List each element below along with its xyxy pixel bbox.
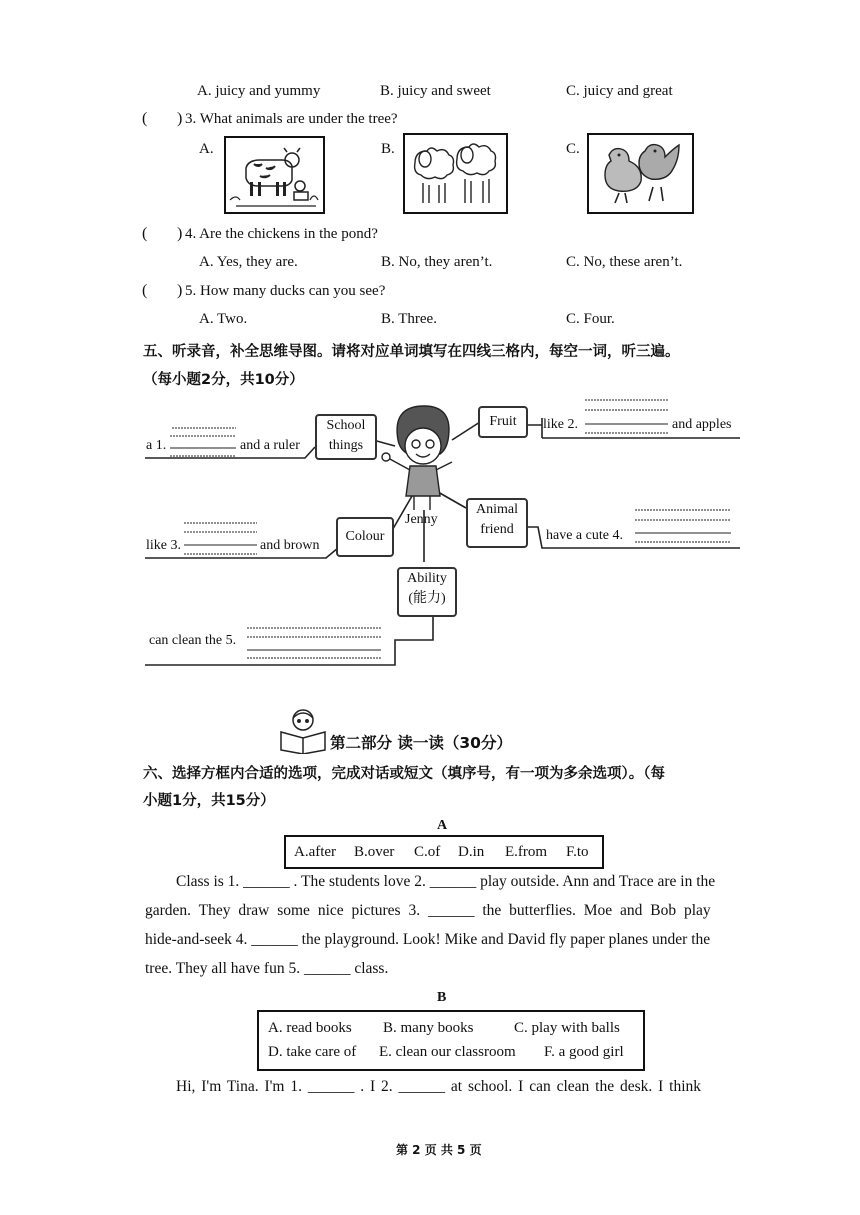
q2-option-a: A. juicy and yummy (197, 83, 321, 99)
part2-title: 第二部分 读一读（30分） (330, 734, 512, 752)
answer-paren-close: ) (177, 282, 183, 299)
q4-option-c: C. No, these aren’t. (566, 254, 683, 270)
box-a-option: B.over (354, 844, 395, 860)
q5-question: 5. How many ducks can you see? (185, 283, 386, 299)
mindmap-item1-suffix: and a ruler (240, 438, 300, 453)
box-a-option: F.to (566, 844, 589, 860)
passage-a-line: Class is 1. ______ . The students love 2. ______ play outside. Ann and Trace are in the (176, 873, 716, 890)
section6-title-line2: 小题1分，共15分） (143, 793, 275, 809)
passage-b-line: Hi, I'm Tina. I'm 1. ______ . I 2. ______ at school. I can clean the desk. I think (176, 1078, 702, 1095)
mindmap-item2-suffix: and apples (672, 417, 732, 432)
q5-option-a: A. Two. (199, 311, 248, 327)
reading-child-icon (278, 706, 328, 754)
box-b-option: F. a good girl (544, 1044, 624, 1060)
box-a-option: A.after (294, 844, 337, 860)
mindmap-node-animal-friend (466, 498, 528, 548)
option-box-a (284, 835, 604, 869)
mindmap-item3-suffix: and brown (260, 538, 320, 553)
mindmap-item3-prefix: like 3. (146, 538, 181, 553)
mindmap-node-colour: Colour (336, 517, 394, 557)
box-a-label: A (437, 818, 448, 833)
section5-points: （每小题2分，共10分） (143, 372, 304, 388)
q4-question: 4. Are the chickens in the pond? (185, 226, 378, 242)
mindmap-item5-prefix: can clean the 5. (149, 633, 237, 648)
box-b-option: C. play with balls (514, 1020, 620, 1036)
answer-paren-open: ( (142, 110, 148, 127)
q2-option-b: B. juicy and sweet (380, 83, 491, 99)
passage-a-line: tree. They all have fun 5. ______ class. (145, 960, 389, 977)
passage-a-line: hide-and-seek 4. ______ the playground. Look! Mike and David fly paper planes under the (145, 931, 711, 948)
option-box-b (257, 1010, 645, 1071)
node-label: (能力) (408, 591, 446, 606)
answer-paren-close: ) (177, 110, 183, 127)
box-b-label: B (437, 990, 447, 1005)
q5-option-b: B. Three. (381, 311, 437, 327)
box-b-option: D. take care of (268, 1044, 357, 1060)
q3-label-b: B. (381, 141, 395, 157)
q3-question: 3. What animals are under the tree? (185, 111, 398, 127)
box-a-option: E.from (505, 844, 548, 860)
passage-a-line: garden. They draw some nice pictures 3. ______ the butterflies. Moe and Bob play (145, 902, 711, 919)
mindmap-center-name: Jenny (405, 512, 438, 527)
box-b-option: E. clean our classroom (379, 1044, 516, 1060)
q5-option-c: C. Four. (566, 311, 615, 327)
mindmap-item1-prefix: a 1. (146, 438, 167, 453)
box-a-option: D.in (458, 844, 485, 860)
answer-paren-open: ( (142, 282, 148, 299)
box-a-option: C.of (414, 844, 441, 860)
mindmap-item2-prefix: like 2. (543, 417, 578, 432)
box-b-option: B. many books (383, 1020, 474, 1036)
section5-title: 五、听录音，补全思维导图。请将对应单词填写在四线三格内，每空一词，听三遍。 (143, 344, 680, 360)
node-label: things (328, 438, 364, 453)
q4-option-b: B. No, they aren’t. (381, 254, 493, 270)
section6-title-line1: 六、选择方框内合适的选项，完成对话或短文（填序号，有一项为多余选项）。（每 (143, 766, 665, 782)
box-b-option: A. read books (268, 1020, 352, 1036)
mindmap-node-ability (397, 567, 457, 617)
mindmap-item4-prefix: have a cute 4. (546, 528, 623, 543)
q3-label-a: A. (199, 141, 214, 157)
answer-paren-close: ) (177, 225, 183, 242)
q2-option-c: C. juicy and great (566, 83, 673, 99)
mindmap-node-school-things (315, 414, 377, 460)
page-number: 第 2 页 共 5 页 (396, 1143, 482, 1157)
q4-option-a: A. Yes, they are. (199, 254, 298, 270)
q3-label-c: C. (566, 141, 580, 157)
node-label: Animal (476, 502, 518, 517)
node-label: friend (480, 522, 514, 537)
mindmap-node-fruit: Fruit (478, 406, 528, 438)
node-label: School (326, 418, 366, 433)
answer-paren-open: ( (142, 225, 148, 242)
node-label: Ability (407, 571, 447, 586)
